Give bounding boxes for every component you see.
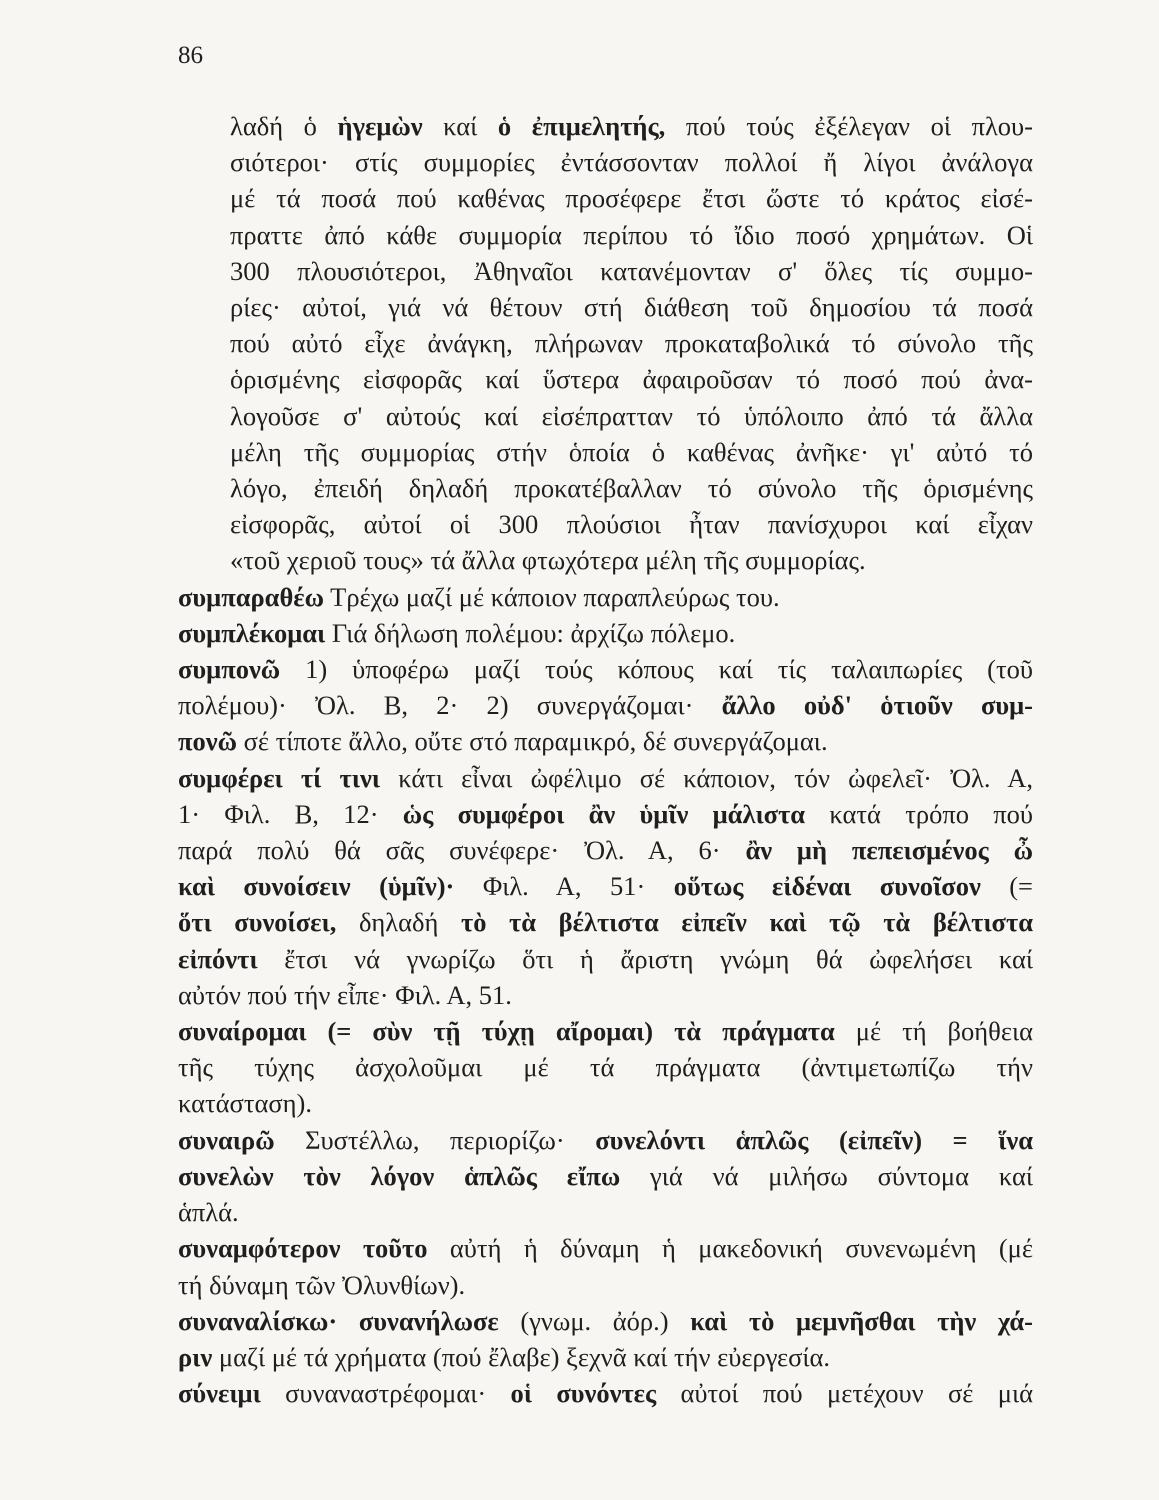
bold-term: καὶ τῷ τὰ βέλτιστα [769,907,1033,938]
text-line [178,1013,1033,1049]
bold-term: ἂν μὴ πεπεισμένος ὦ [745,835,1033,866]
text-line [178,1339,1033,1375]
bold-term: συναιρῶ [178,1124,275,1155]
text-run: εἰσφορᾶς, αὐτοί οἱ 300 πλούσιοι ἦταν πανίσχυροι καί εἶχαν [230,509,1033,540]
text-run: τή δύναμη τῶν Ὀλυνθίων). [178,1269,466,1300]
text-run: κάτι εἶναι ὠφέλιμο σέ κάποιον, τόν ὠφελεῖ· Ὀλ. Α, [380,762,1033,793]
text-line [178,868,1033,904]
text-run: κατά τρόπο πού [805,798,1033,829]
text-run: σιότεροι· στίς συμμορίες ἐντάσσονταν πολλοί ἤ λίγοι ἀνάλογα [230,147,1033,178]
text-run: κατάσταση). [178,1088,312,1119]
text-line [178,1230,1033,1266]
text-run: γιά νά μιλήσω σύντομα καί [620,1160,1033,1191]
text-line [178,723,1033,759]
dictionary-text [178,108,1033,1411]
text-run: παρά πολύ θά σᾶς συνέφερε· Ὀλ. Α, 6· [178,835,746,866]
text-run: αὐτόν πού τήν εἶπε· Φιλ. Α, 51. [178,979,512,1010]
text-line [230,289,1033,325]
bold-term: ἄλλο οὐδ' ὁτιοῦν συμ- [721,690,1033,721]
bold-term: εἰπόντι [178,943,258,974]
text-line [178,1085,1033,1121]
text-line [178,615,1033,651]
glossary-entry [178,651,1033,760]
text-run: Φιλ. Α, 51· [454,871,674,902]
text-line [178,1158,1033,1194]
text-line [178,1122,1034,1158]
text-run: δηλαδή [336,907,461,938]
text-run: 1· Φιλ. Β, 12· [178,798,403,829]
text-run: μέλη τῆς συμμορίας στήν ὁποία ὁ καθένας ἀνῆκε· γι' αὐτό τό [230,436,1033,467]
text-run: καί [422,111,498,141]
glossary-entries [178,579,1033,1412]
glossary-entry [178,1230,1033,1302]
page-number: 86 [178,42,203,69]
text-run: «τοῦ χεριοῦ τους» τά ἄλλα φτωχότερα μέλη τῆς συμμορίας. [230,545,866,576]
text-run: αὐτή ἡ δύναμη ἡ μακεδονική συνενωμένη (μέ [427,1233,1033,1264]
glossary-entry [178,1122,1033,1231]
text-run: πού τούς ἐξέλεγαν οἱ πλου- [665,111,1033,141]
text-line [230,361,1033,397]
text-line [178,832,1033,868]
glossary-entry [178,1013,1033,1122]
text-run: συναναστρέφομαι· [260,1378,511,1409]
text-line [230,398,1033,434]
bold-term: συναναλίσκω· συνανήλωσε [178,1305,499,1336]
bold-term: συναμφότερον τοῦτο [178,1233,428,1264]
text-line [230,253,1033,289]
bold-term: καὶ τὸ μεμνῆσθαι τὴν χά- [690,1305,1033,1336]
text-line [178,796,1033,832]
bold-term: ἡγεμὼν [337,111,423,141]
text-run: λόγο, ἐπειδή δηλαδή προκατέβαλλαν τό σύνολο τῆς ὁρισμένης [230,473,1033,504]
bold-term: ὁ ἐπιμελητής, [497,111,666,141]
bold-term: συμπλέκομαι [178,617,326,648]
text-line [178,1194,1033,1230]
text-line [178,760,1033,796]
text-run [747,907,770,937]
text-run: Γιά δήλωση πολέμου: ἀρχίζω πόλεμο. [325,617,736,648]
text-run: τῆς τύχης ἀσχολοῦμαι μέ τά πράγματα (ἀντιμετωπίζω τήν [178,1052,1033,1083]
bold-term: τὸ τὰ βέλτιστα εἰπεῖν [460,907,747,938]
text-run: Συστέλλω, περιορίζω· [274,1124,596,1155]
text-run: αὐτοί πού μετέχουν σέ μιά [656,1378,1034,1409]
bold-term: σύνειμι [178,1378,261,1409]
text-run: πολέμου)· Ὀλ. Β, 2· 2) συνεργάζομαι· [178,690,722,721]
text-run: λογοῦσε σ' αὐτούς καί εἰσέπρατταν τό ὑπόλοιπο ἀπό τά ἄλλα [230,400,1033,431]
glossary-entry [178,579,1033,615]
text-run: μέ τή βοήθεια [834,1016,1033,1047]
text-run: λαδή ὁ [230,111,338,141]
bold-term: καὶ συνοίσειν (ὑμῖν)· [178,871,455,902]
bold-term: συμφέρει τί τινι [178,762,381,793]
text-run: 1) ὑποφέρω μαζί τούς κόπους καί τίς ταλαιπωρίες (τοῦ [280,654,1033,685]
text-run: μαζί μέ τά χρήματα (πού ἔλαβε) ξεχνᾶ καί τήν εὐεργεσία. [212,1341,831,1372]
text-line [178,651,1033,687]
bold-term: ὅτι συνοίσει, [178,907,337,938]
bold-term: οὕτως εἰδέναι συνοῖσον [673,871,981,902]
text-line [230,325,1033,361]
text-line [178,977,1033,1013]
text-run: (= [980,871,1033,902]
intro-paragraph [178,108,1033,579]
text-run: ἔτσι νά γνωρίζω ὅτι ἡ ἄριστη γνώμη θά ὠφελήσει καί [257,943,1033,974]
text-line [178,1049,1033,1085]
bold-term: συνελόντι ἁπλῶς (εἰπεῖν) = ἵνα [595,1124,1034,1155]
text-line [230,434,1033,470]
text-run: ρίες· αὐτοί, γιά νά θέτουν στή διάθεση τοῦ δημοσίου τά ποσά [230,292,1033,323]
text-line [230,470,1033,506]
text-line [230,108,1033,144]
bold-term: πονῶ [178,726,237,757]
text-line [178,904,1033,940]
text-line [230,144,1033,180]
text-run: πραττε ἀπό κάθε συμμορία περίπου τό ἴδιο ποσό χρημάτων. Οἱ [230,219,1033,250]
bold-term: συμπονῶ [178,654,281,685]
text-run: Τρέχω μαζί μέ κάποιον παραπλεύρως του. [324,581,780,612]
text-line [178,1375,1034,1411]
glossary-entry [178,1303,1033,1375]
text-line [230,542,1033,578]
text-line [178,1303,1033,1339]
text-line [178,941,1033,977]
text-run: σέ τίποτε ἄλλο, οὔτε στό παραμικρό, δέ συνεργάζομαι. [236,726,828,757]
text-run: ἁπλά. [178,1197,239,1228]
text-run: μέ τά ποσά πού καθένας προσέφερε ἔτσι ὥστε τό κράτος εἰσέ- [230,183,1033,214]
bold-term: συναίρομαι (= σὺν τῇ τύχῃ αἴρομαι) τὰ πράγματα [178,1016,835,1047]
bold-term: συνελὼν τὸν λόγον ἁπλῶς εἴπω [178,1160,621,1191]
bold-term: συμπαραθέω [178,581,324,612]
text-line [230,180,1033,216]
text-run: πού αὐτό εἶχε ἀνάγκη, πλήρωναν προκαταβολικά τό σύνολο τῆς [230,328,1033,359]
text-line [178,579,1033,615]
bold-term: ριν [178,1341,213,1372]
bold-term: οἱ συνόντες [510,1378,657,1409]
glossary-entry [178,615,1033,651]
text-run: 300 πλουσιότεροι, Ἀθηναῖοι κατανέμονταν σ' ὅλες τίς συμμο- [230,255,1033,286]
bold-term: ὡς συμφέροι ἂν ὑμῖν μάλιστα [402,798,806,829]
text-line [230,506,1033,542]
text-line [230,217,1033,253]
glossary-entry [178,1375,1033,1411]
text-line [178,1267,1033,1303]
text-run: (γνωμ. ἀόρ.) [498,1305,691,1336]
text-line [178,687,1033,723]
glossary-entry [178,760,1033,1013]
text-run: ὁρισμένης εἰσφορᾶς καί ὕστερα ἀφαιροῦσαν τό ποσό πού ἀνα- [230,364,1033,395]
